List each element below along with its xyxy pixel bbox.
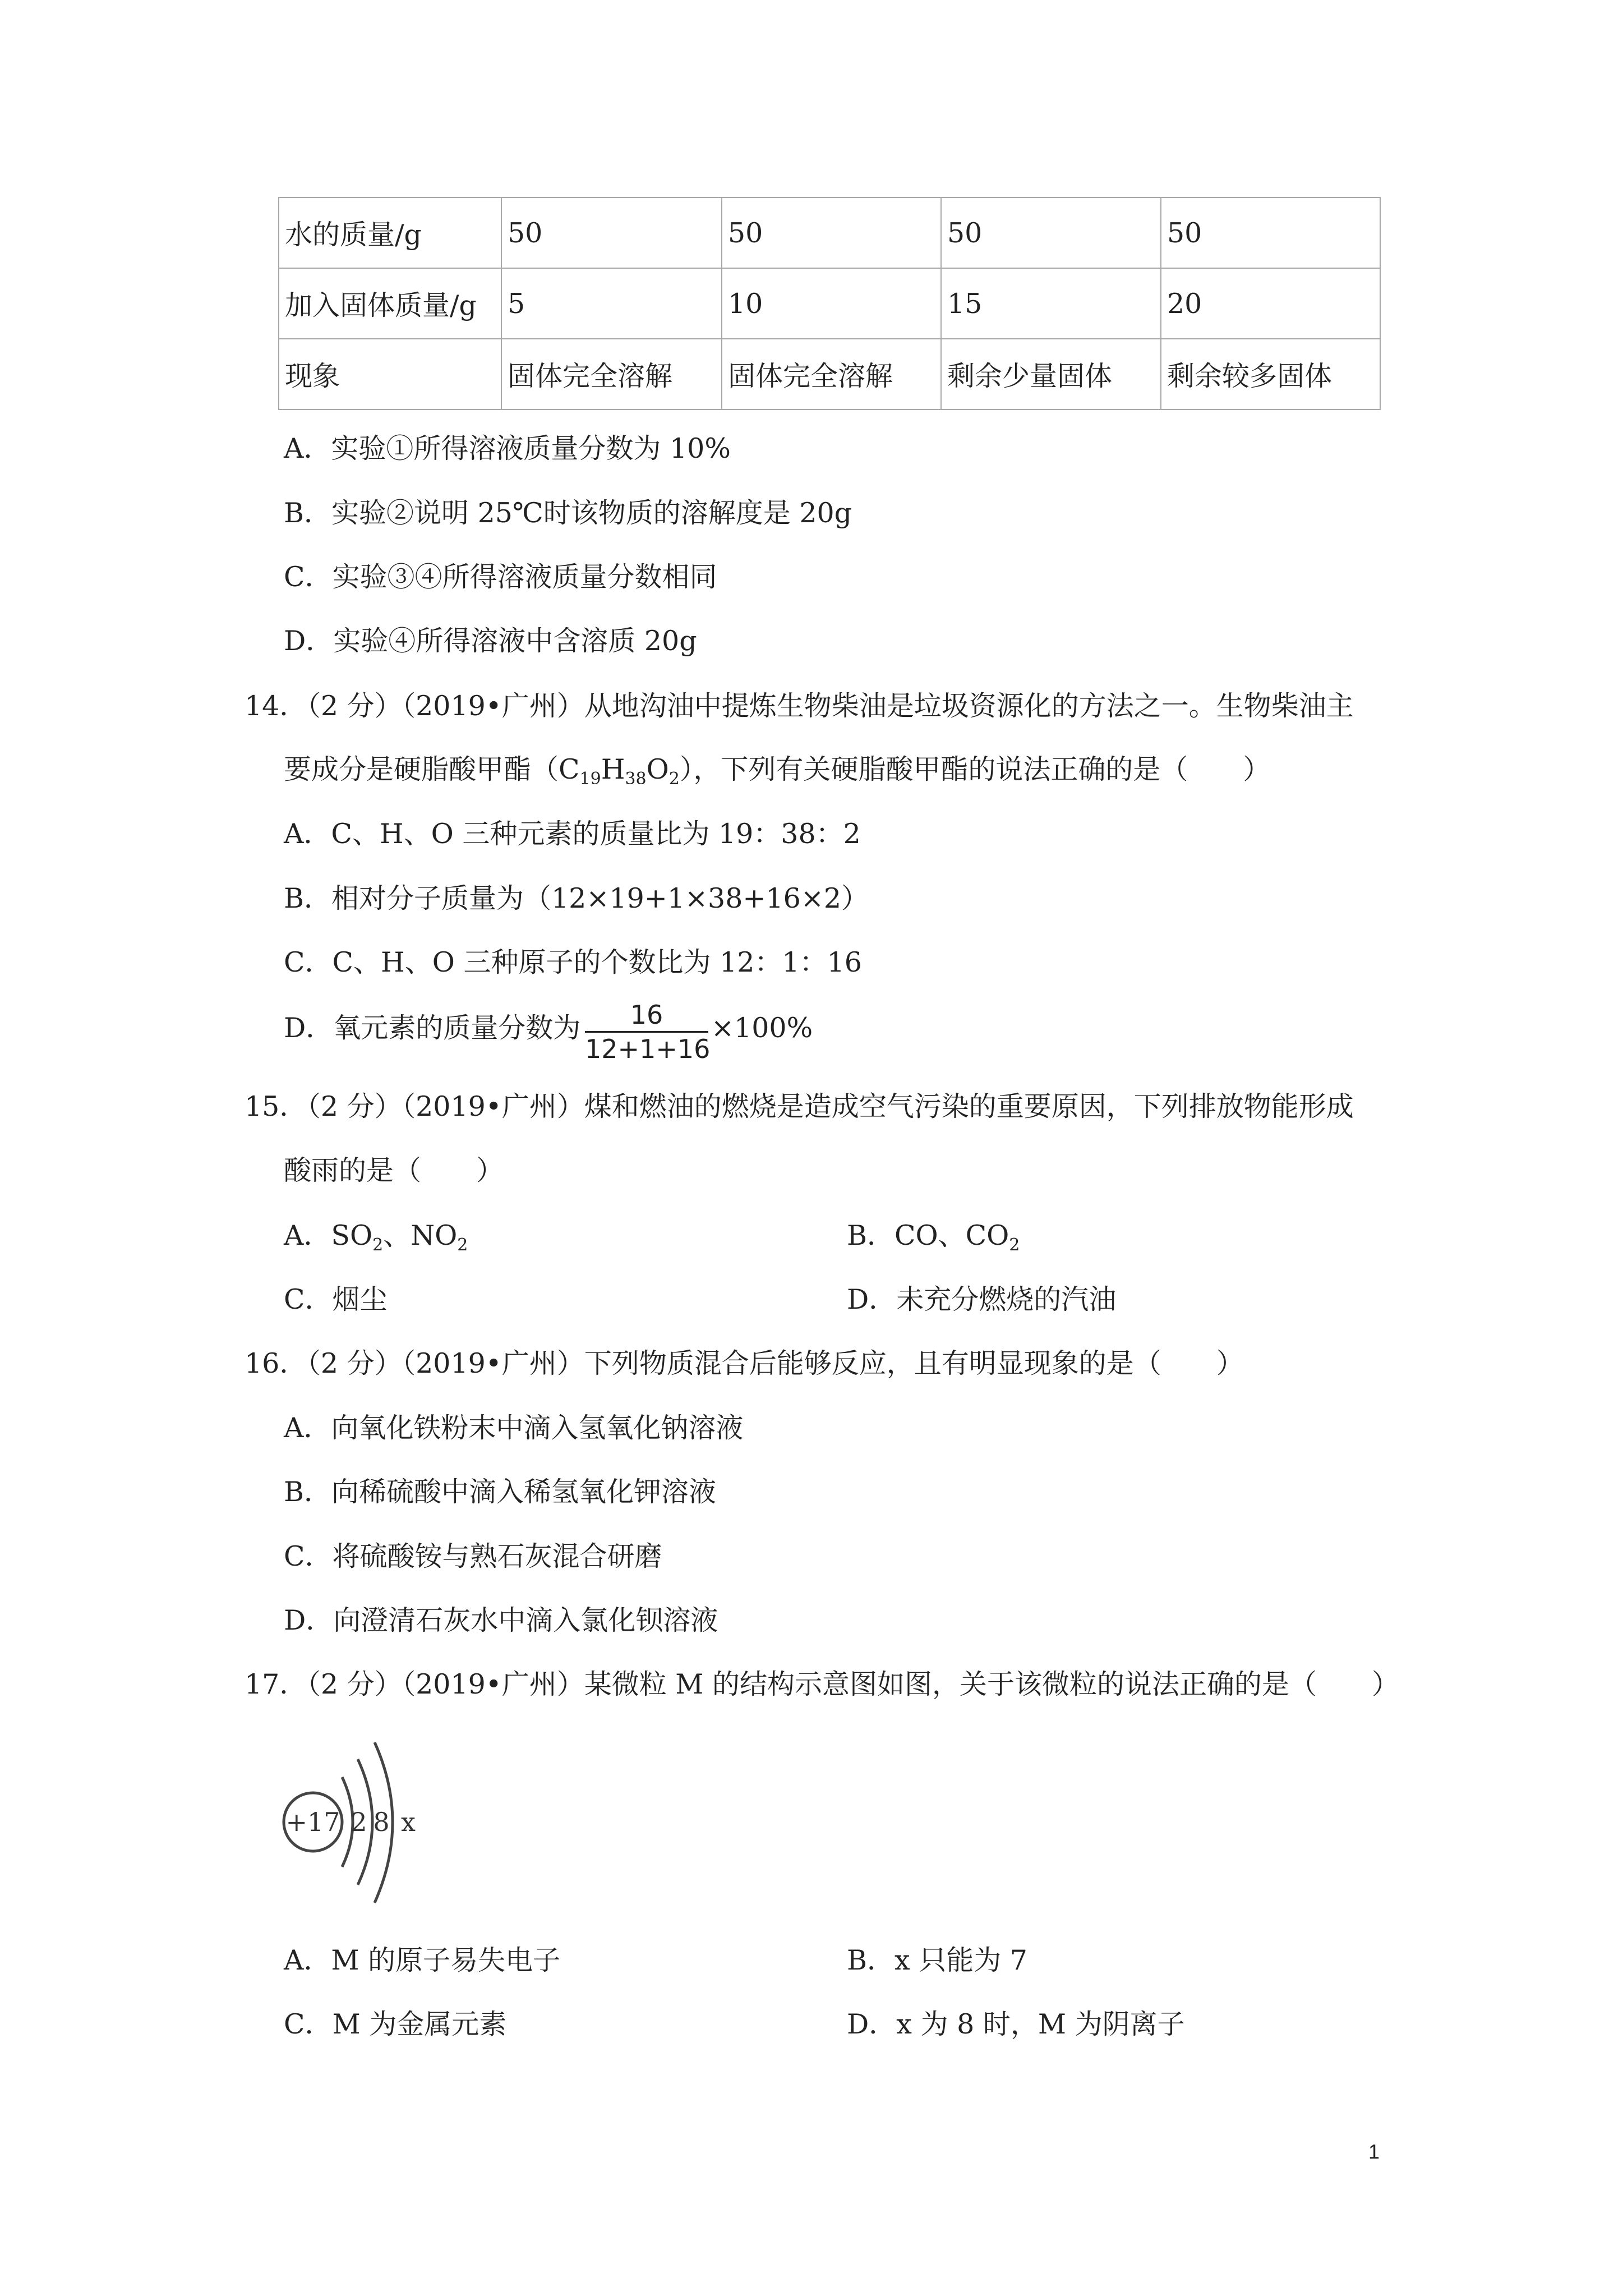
q17-option-c: C．M 为金属元素 — [284, 2008, 507, 2040]
q13-option-b: B．实验②说明 25℃时该物质的溶解度是 20g — [284, 497, 852, 529]
q15-option-d: D．未充分燃烧的汽油 — [847, 1283, 1117, 1315]
q16-option-c: C．将硫酸铵与熟石灰混合研磨 — [284, 1540, 662, 1572]
mass-fraction — [585, 999, 711, 1065]
table-row — [279, 268, 1380, 339]
atom-structure-diagram — [275, 1722, 443, 1924]
q17-option-d: D．x 为 8 时，M 为阴离子 — [847, 2008, 1185, 2040]
table-row — [279, 339, 1380, 409]
table-cell: 加入固体质量/g — [279, 268, 501, 339]
table-cell: 50 — [1161, 197, 1380, 268]
table-cell: 5 — [501, 268, 722, 339]
table-cell: 50 — [501, 197, 722, 268]
q13-option-a: A．实验①所得溶液质量分数为 10% — [284, 432, 731, 464]
q15-option-a: A．$SO_2$、$NO_2$ — [284, 1220, 468, 1255]
fraction-denominator: 12+1+16 — [585, 1034, 711, 1064]
table-cell: 固体完全溶解 — [722, 339, 941, 409]
q16-option-a: A．向氧化铁粉末中滴入氢氧化钠溶液 — [284, 1412, 744, 1444]
data-table — [278, 197, 1381, 410]
table-cell: 固体完全溶解 — [501, 339, 722, 409]
shell-count-1: 2 — [351, 1807, 367, 1837]
table-row — [279, 197, 1380, 268]
q14-option-d-label: D．氧元素的质量分数为 — [284, 1012, 581, 1044]
table-cell: 水的质量/g — [279, 197, 501, 268]
fraction-numerator: 16 — [630, 1000, 663, 1030]
table-cell: 10 — [722, 268, 941, 339]
q14-option-c: C．C、H、O 三种原子的个数比为 12：1：16 — [284, 946, 862, 978]
table-cell: 剩余少量固体 — [941, 339, 1161, 409]
q15-option-c: C．烟尘 — [284, 1283, 388, 1315]
q16-option-b: B．向稀硫酸中滴入稀氢氧化钾溶液 — [284, 1476, 717, 1508]
q16-stem: 16．（2 分）（2019•广州）下列物质混合后能够反应，且有明显现象的是（ ） — [245, 1347, 1244, 1379]
q13-option-d: D．实验④所得溶液中含溶质 20g — [284, 625, 697, 657]
table-cell: 剩余较多固体 — [1161, 339, 1380, 409]
q14-stem-line2: 要成分是硬脂酸甲酯$(C_{19}H_{38}O_2)$，下列有关硬脂酸甲酯的说法正确的是（ ） — [284, 753, 1271, 789]
table-cell: 15 — [941, 268, 1161, 339]
q14-stem-line1: 14．（2 分）（2019•广州）从地沟油中提炼生物柴油是垃圾资源化的方法之一。生物柴油主 — [245, 690, 1354, 722]
nucleus-charge: +17 — [285, 1807, 340, 1837]
q14-option-b: B．相对分子质量为（12×19+1×38+16×2） — [284, 882, 869, 914]
page-number: 1 — [1368, 2140, 1380, 2163]
q16-option-d: D．向澄清石灰水中滴入氯化钡溶液 — [284, 1604, 718, 1636]
table-cell: 50 — [722, 197, 941, 268]
shell-count-3: x — [401, 1807, 416, 1837]
q14-option-a: A．C、H、O 三种元素的质量比为 19：38：2 — [284, 818, 861, 850]
q15-stem-line2: 酸雨的是（ ） — [284, 1154, 504, 1186]
q15-option-b: B．CO、$CO_2$ — [847, 1220, 1020, 1255]
table-cell: 50 — [941, 197, 1161, 268]
q17-option-a: A．M 的原子易失电子 — [284, 1944, 561, 1976]
q15-stem-line1: 15．（2 分）（2019•广州）煤和燃油的燃烧是造成空气污染的重要原因，下列排放物能形成 — [245, 1091, 1354, 1122]
shell-count-2: 8 — [373, 1807, 390, 1837]
q17-stem: 17．（2 分）（2019•广州）某微粒 M 的结构示意图如图，关于该微粒的说法正确的是（ ） — [245, 1668, 1400, 1700]
q14-option-d-suffix: ×100% — [711, 1012, 813, 1044]
q17-option-b: B．x 只能为 7 — [847, 1944, 1027, 1976]
table-cell: 现象 — [279, 339, 501, 409]
table-cell: 20 — [1161, 268, 1380, 339]
q13-option-c: C．实验③④所得溶液质量分数相同 — [284, 561, 717, 593]
